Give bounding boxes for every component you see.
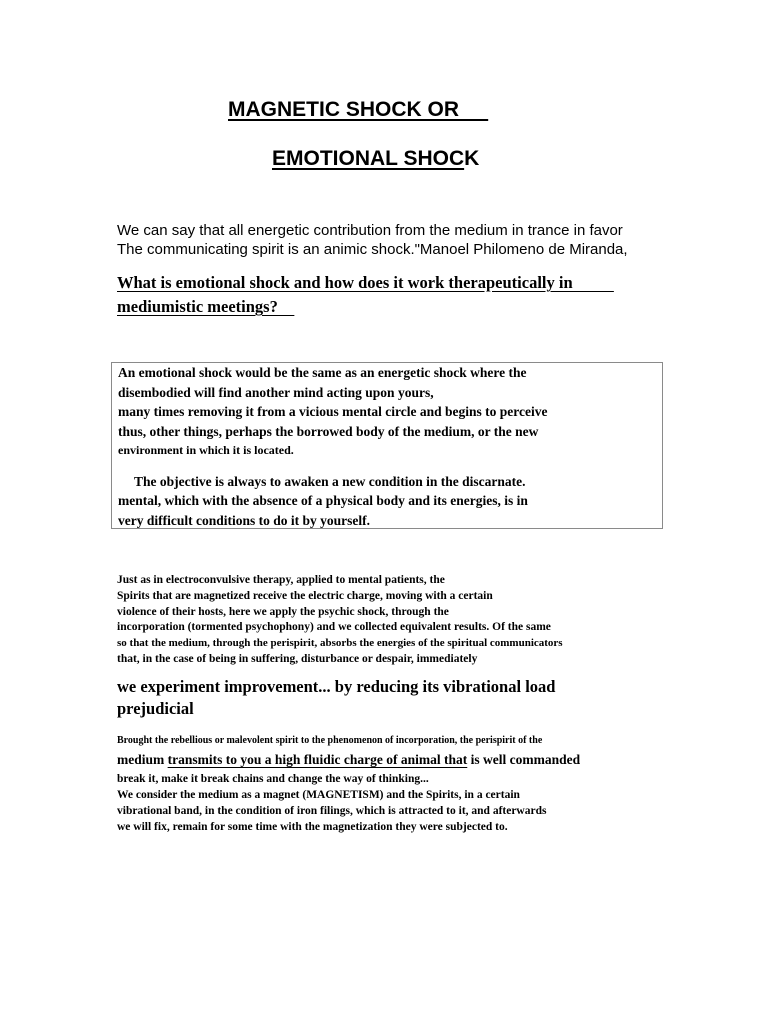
body-line: vibrational band, in the condition of iron filings, which is attracted to it, and afterwards — [117, 805, 547, 817]
emphasis-line: prejudicial — [117, 699, 194, 718]
intro-line: We can say that all energetic contribution from the medium in trance in favor — [117, 222, 623, 239]
body-line: that, in the case of being in suffering, disturbance or despair, immediately — [117, 652, 478, 665]
body-line-medium — [117, 749, 697, 771]
body-paragraph-2 — [117, 733, 697, 835]
body-line: we will fix, remain for some time with the magnetization they were subjected to. — [117, 821, 508, 833]
box-line: very difficult conditions to do it by yourself. — [118, 512, 370, 528]
question-line: What is emotional shock and how does it work therapeutically in — [117, 273, 614, 292]
box-line: environment in which it is located. — [118, 443, 294, 457]
box-line: disembodied will find another mind acting upon yours, — [118, 384, 434, 400]
box-line: An emotional shock would be the same as an energetic shock where the — [118, 365, 527, 380]
emphasis-line: we experiment improvement... by reducing its vibrational load — [117, 677, 556, 696]
medium-pre: medium — [117, 752, 168, 767]
body-line: Just as in electroconvulsive therapy, applied to mental patients, the — [117, 574, 445, 586]
box-line: thus, other things, perhaps the borrowed body of the medium, or the new — [118, 423, 539, 439]
box-line: many times removing it from a vicious mental circle and begins to perceive — [118, 404, 548, 419]
title-line-2-main: EMOTIONAL SHOC — [272, 147, 465, 170]
medium-post: is well commanded — [467, 752, 581, 767]
body-line: so that the medium, through the perispirit, absorbs the energies of the spiritual communicators — [117, 637, 563, 650]
underlined-phrase: transmits to you a high fluidic charge of animal that — [167, 752, 468, 767]
box-line: mental, which with the absence of a physical body and its energies, is in — [118, 493, 528, 508]
body-line: break it, make it break chains and change the way of thinking... — [117, 773, 429, 785]
intro-line: The communicating spirit is an animic shock."Manoel Philomeno de Miranda, — [117, 241, 628, 258]
box-line: The objective is always to awaken a new condition in the discarnate. — [134, 473, 526, 489]
body-line: Spirits that are magnetized receive the electric charge, moving with a certain — [117, 589, 493, 602]
title-line-1: MAGNETIC SHOCK OR — [228, 98, 489, 121]
question-line: mediumistic meetings? — [117, 297, 295, 316]
answer-box-text — [118, 363, 658, 530]
intro-paragraph — [117, 221, 677, 259]
emphasis-paragraph — [117, 676, 677, 720]
body-line: We consider the medium as a magnet (MAGNETISM) and the Spirits, in a certain — [117, 789, 520, 801]
question-heading — [117, 271, 677, 319]
body-line: violence of their hosts, here we apply the psychic shock, through the — [117, 605, 449, 618]
title-line-2 — [272, 147, 479, 171]
title-line-2-tail: K — [464, 147, 480, 170]
body-line-small: Brought the rebellious or malevolent spirit to the phenomenon of incorporation, the perispirit of the — [117, 735, 543, 746]
body-paragraph-1 — [117, 573, 677, 668]
body-line: incorporation (tormented psychophony) and we collected equivalent results. Of the same — [117, 621, 551, 634]
